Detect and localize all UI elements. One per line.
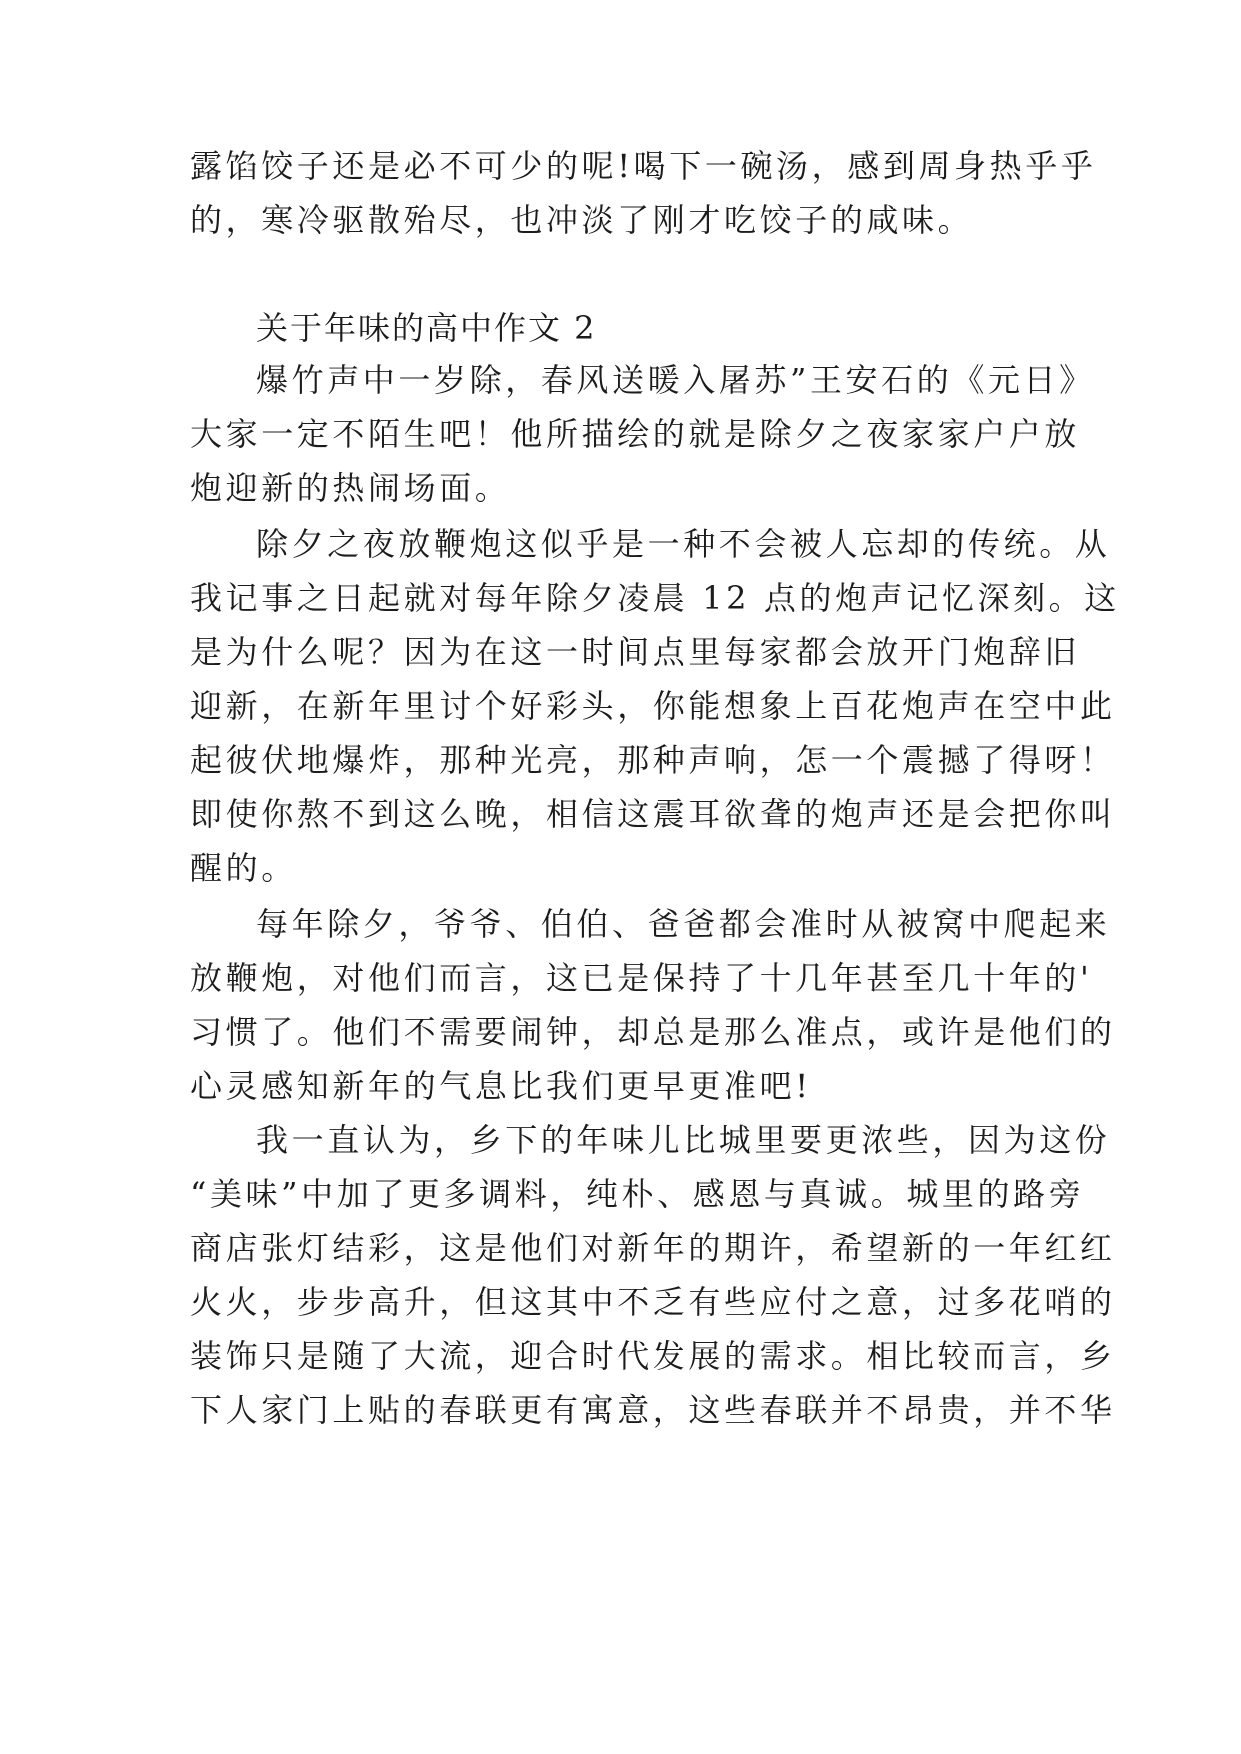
text-line: 爆竹声中一岁除，春风送暖入屠苏”王安石的《元日》	[256, 361, 1095, 399]
text-line: 露馅饺子还是必不可少的呢!喝下一碗汤，感到周身热乎乎	[190, 147, 1097, 185]
essay-heading: 关于年味的高中作文 2	[256, 309, 597, 347]
text-line: 我一直认为，乡下的年味儿比城里要更浓些，因为这份	[256, 1121, 1111, 1159]
text-line: 每年除夕，爷爷、伯伯、爸爸都会准时从被窝中爬起来	[256, 905, 1111, 943]
text-line: 大家一定不陌生吧！他所描绘的就是除夕之夜家家户户放	[190, 415, 1081, 453]
text-line: “美味”中加了更多调料，纯朴、感恩与真诚。城里的路旁	[190, 1175, 1085, 1213]
text-line: 下人家门上贴的春联更有寓意，这些春联并不昂贵，并不华	[190, 1391, 1116, 1429]
text-line: 炮迎新的热闹场面。	[190, 469, 511, 507]
text-line: 习惯了。他们不需要闹钟，却总是那么准点，或许是他们的	[190, 1013, 1116, 1051]
text-line: 商店张灯结彩，这是他们对新年的期许，希望新的一年红红	[190, 1229, 1116, 1267]
text-line: 我记事之日起就对每年除夕凌晨 12 点的炮声记忆深刻。这	[190, 579, 1120, 617]
text-line: 装饰只是随了大流，迎合时代发展的需求。相比较而言，乡	[190, 1337, 1116, 1375]
text-line: 是为什么呢？因为在这一时间点里每家都会放开门炮辞旧	[190, 633, 1081, 671]
text-line: 放鞭炮，对他们而言，这已是保持了十几年甚至几十年的'	[190, 959, 1093, 997]
text-line: 除夕之夜放鞭炮这似乎是一种不会被人忘却的传统。从	[256, 525, 1111, 563]
text-line: 即使你熬不到这么晚，相信这震耳欲聋的炮声还是会把你叫	[190, 795, 1116, 833]
text-line: 火火，步步高升，但这其中不乏有些应付之意，过多花哨的	[190, 1283, 1116, 1321]
text-line: 心灵感知新年的气息比我们更早更准吧!	[190, 1067, 812, 1105]
text-line: 起彼伏地爆炸，那种光亮，那种声响，怎一个震撼了得呀！	[190, 741, 1116, 779]
text-line: 醒的。	[190, 849, 297, 887]
text-line: 的，寒冷驱散殆尽，也冲淡了刚才吃饺子的咸味。	[190, 201, 974, 239]
text-line: 迎新，在新年里讨个好彩头，你能想象上百花炮声在空中此	[190, 687, 1116, 725]
